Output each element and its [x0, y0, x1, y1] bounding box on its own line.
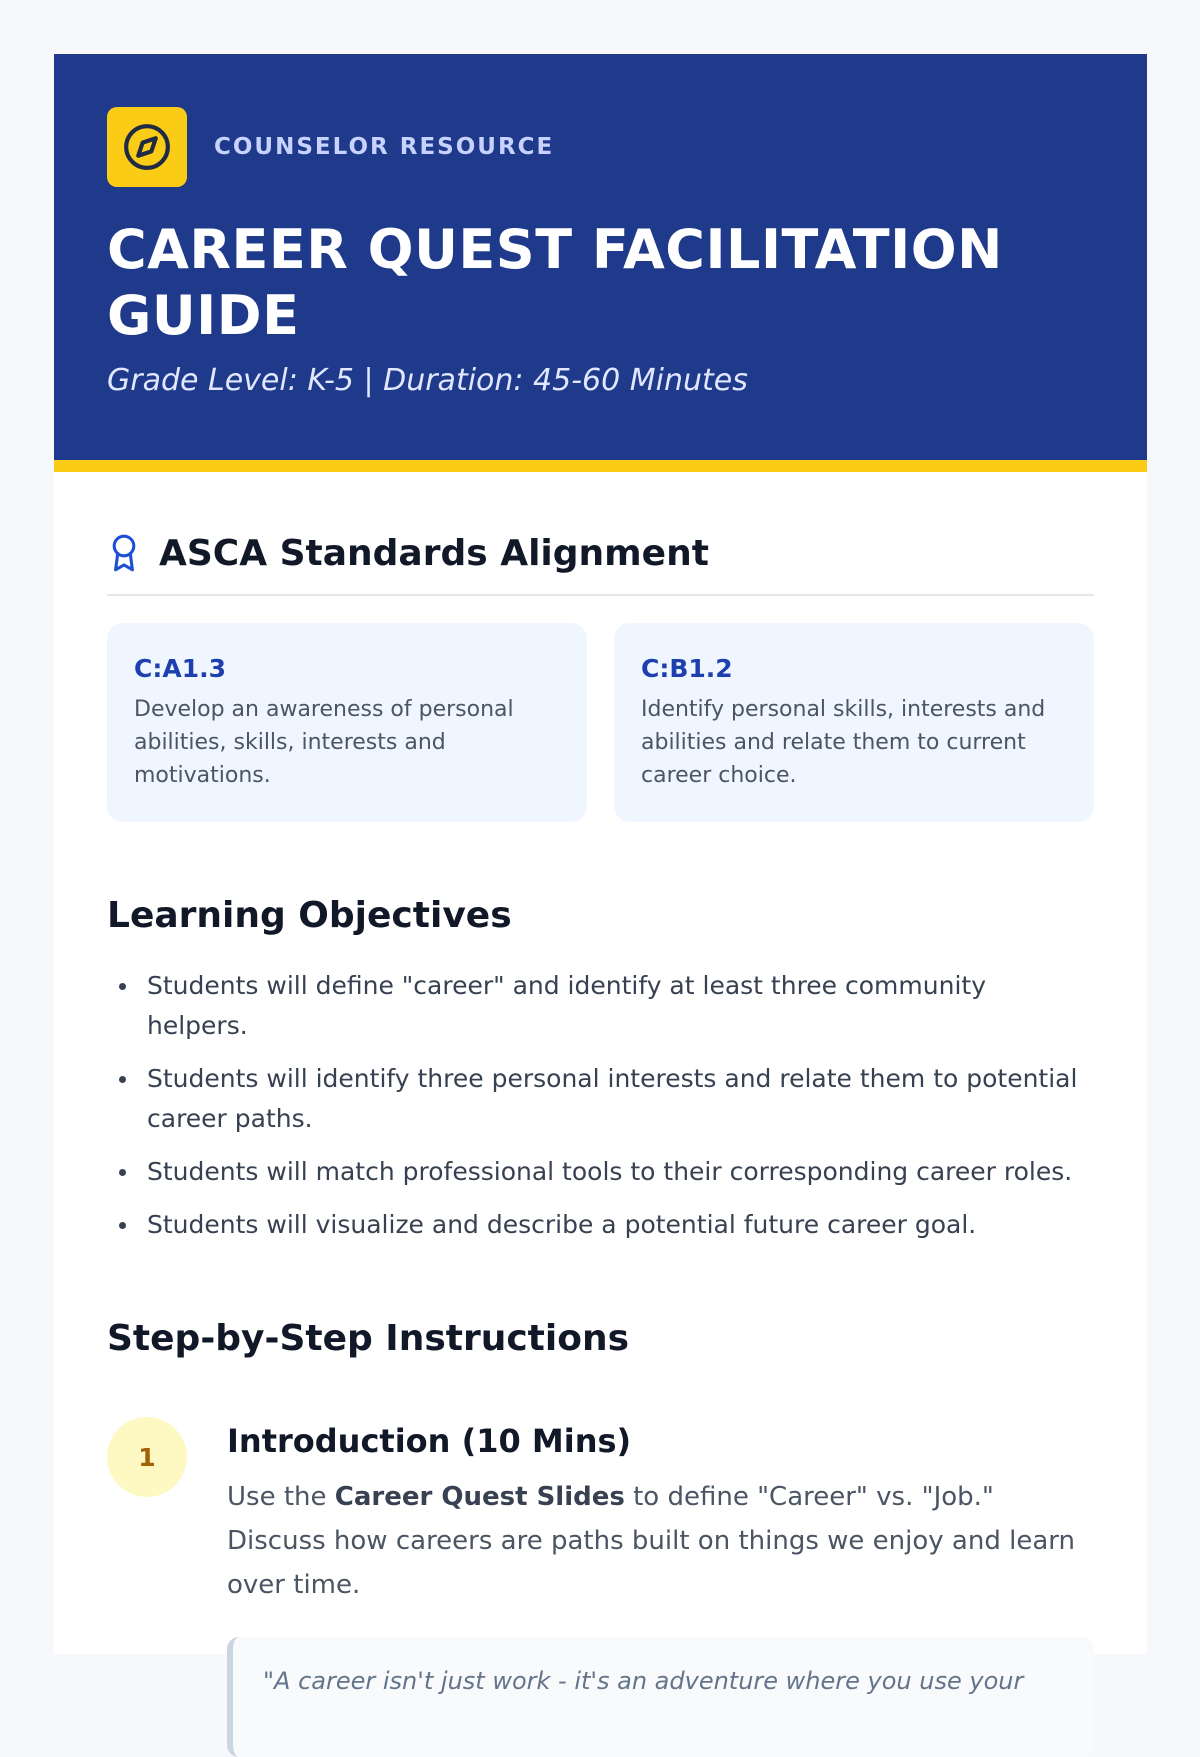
steps-heading: Step-by-Step Instructions: [107, 1318, 630, 1359]
standards-grid: [107, 623, 1094, 822]
standard-card: [614, 623, 1094, 822]
standard-card: [107, 623, 587, 822]
standard-description: Identify personal skills, interests and abilities and relate them to current career choice.: [641, 697, 1046, 788]
step-text-end: to define "Career" vs. "Job." Discuss how careers are paths built on things we enjoy and learn over time.: [227, 1482, 1075, 1600]
page-title: CAREER QUEST FACILITATION GUIDE: [107, 218, 1003, 347]
standards-heading-row: [107, 528, 1094, 578]
hero-top-row: [107, 107, 1094, 187]
list-item: Students will match professional tools to their corresponding career roles.: [107, 1152, 1094, 1192]
section-divider: [107, 594, 1094, 596]
page-subtitle: Grade Level: K-5 | Duration: 45-60 Minutes: [107, 363, 748, 398]
step-title: Introduction (10 Mins): [227, 1422, 632, 1460]
standard-code: C:A1.3: [134, 654, 226, 683]
standards-heading: ASCA Standards Alignment: [159, 532, 709, 574]
step-quote: "A career isn't just work - it's an adventure where you use your: [227, 1637, 1094, 1757]
objectives-list: [107, 966, 1094, 1245]
list-item: Students will visualize and describe a potential future career goal.: [107, 1205, 1094, 1245]
step-body: [227, 1417, 1094, 1757]
standard-description: Develop an awareness of personal abilities, skills, interests and motivations.: [134, 697, 514, 788]
objectives-heading: Learning Objectives: [107, 895, 512, 936]
hero-header: [54, 54, 1147, 472]
step-item: [107, 1417, 1094, 1757]
award-ribbon-icon: [107, 531, 145, 575]
eyebrow-label: COUNSELOR RESOURCE: [214, 134, 555, 160]
step-text-start: Use the: [227, 1482, 335, 1512]
step-description: [227, 1475, 1094, 1607]
step-number-badge: 1: [107, 1417, 187, 1497]
content-body: [54, 528, 1147, 1757]
list-item: Students will identify three personal interests and relate them to potential career paths.: [107, 1059, 1094, 1139]
standard-code: C:B1.2: [641, 654, 733, 683]
list-item: Students will define "career" and identify at least three community helpers.: [107, 966, 1094, 1046]
logo-badge: [107, 107, 187, 187]
compass-icon: [122, 122, 172, 172]
slides-resource-name: Career Quest Slides: [334, 1482, 625, 1512]
guide-card: [54, 54, 1147, 1695]
